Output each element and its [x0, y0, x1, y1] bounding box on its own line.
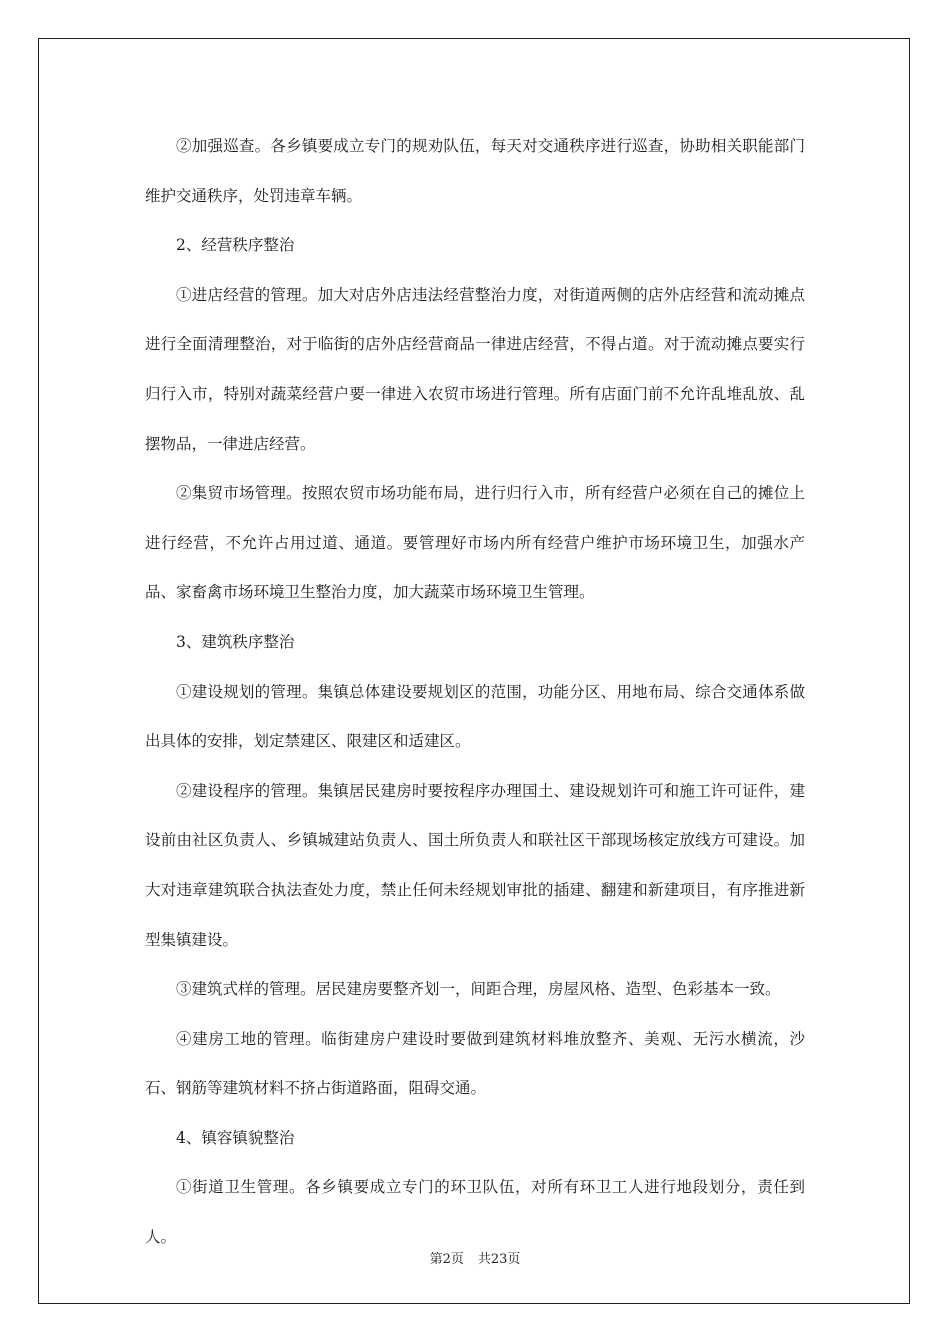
section-heading-construction-order: 3、建筑秩序整治: [176, 632, 295, 651]
paragraph-market-management: ②集贸市场管理。按照农贸市场功能布局，进行归行入市，所有经营户必须在自己的摊位上进行经营，不允许占用过道、通道。要管理好市场内所有经营户维护市场环境卫生，加强水产品、家畜禽市场环境卫生整治力度，加大蔬菜市场环境卫生管理。: [145, 484, 805, 602]
document-body: [145, 122, 805, 1263]
page-footer: [0, 1248, 950, 1267]
paragraph-construction-site: ④建房工地的管理。临街建房户建设时要做到建筑材料堆放整齐、美观、无污水横流，沙石、钢筋等建筑材料不挤占街道路面，阻碍交通。: [145, 1029, 805, 1098]
page-number: 第2页: [429, 1252, 464, 1267]
paragraph-street-sanitation: ①街道卫生管理。各乡镇要成立专门的环卫队伍，对所有环卫工人进行地段划分，责任到人。: [145, 1178, 805, 1247]
paragraph-patrol: ②加强巡查。各乡镇要成立专门的规劝队伍，每天对交通秩序进行巡查，协助相关职能部门维护交通秩序，处罚违章车辆。: [145, 137, 805, 205]
paragraph-building-style: ③建筑式样的管理。居民建房要整齐划一，间距合理，房屋风格、造型、色彩基本一致。: [176, 980, 781, 999]
paragraph-construction-procedure: ②建设程序的管理。集镇居民建房时要按程序办理国土、建设规划许可和施工许可证件，建设前由社区负责人、乡镇城建站负责人、国土所负责人和联社区干部现场核定放线方可建设。加大对违章建筑联合执法查处力度，禁止任何未经规划审批的插建、翻建和新建项目，有序推进新型集镇建设。: [145, 781, 805, 949]
section-heading-town-appearance: 4、镇容镇貌整治: [176, 1128, 295, 1147]
page-total: 共23页: [477, 1252, 521, 1267]
paragraph-construction-planning: ①建设规划的管理。集镇总体建设要规划区的范围，功能分区、用地布局、综合交通体系做出具体的安排，划定禁建区、限建区和适建区。: [145, 682, 805, 751]
section-heading-business-order: 2、经营秩序整治: [176, 236, 295, 255]
paragraph-in-store-business: ①进店经营的管理。加大对店外店违法经营整治力度，对街道两侧的店外店经营和流动摊点进行全面清理整治，对于临街的店外店经营商品一律进店经营，不得占道。对于流动摊点要实行归行入市，特别对蔬菜经营户要一律进入农贸市场进行管理。所有店面门前不允许乱堆乱放、乱摆物品，一律进店经营。: [145, 285, 805, 453]
